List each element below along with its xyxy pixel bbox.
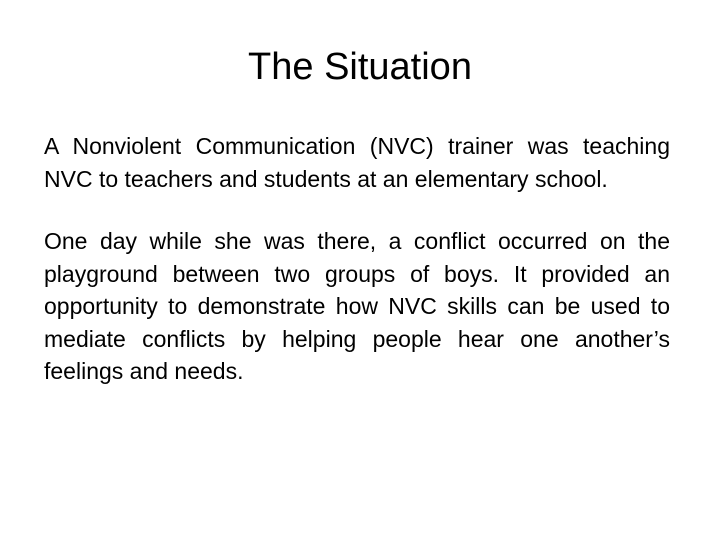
paragraph-intro: A Nonviolent Communication (NVC) trainer was teaching NVC to teachers and students at an elementary school. <box>44 133 670 192</box>
paragraph-conflict: One day while she was there, a conflict occurred on the playground between two groups of boys. It provided an opportunity to demonstrate how NVC skills can be used to mediate conflicts by helping people hear one another’s feelings and needs. <box>44 228 670 384</box>
slide-title: The Situation <box>248 46 472 88</box>
slide-body <box>44 130 670 418</box>
